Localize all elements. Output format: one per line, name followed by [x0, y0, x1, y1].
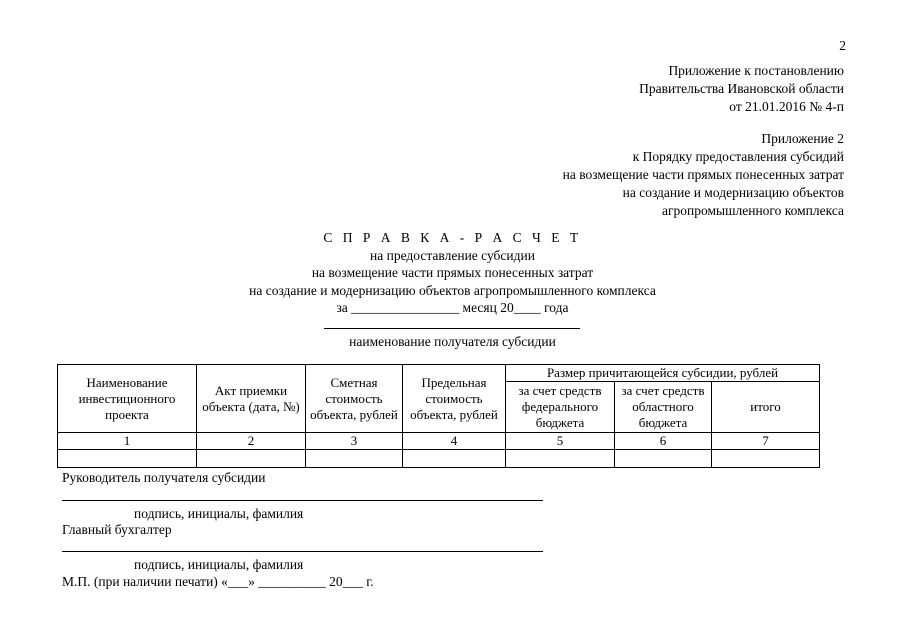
- column-number: 7: [712, 433, 820, 450]
- header-federal-budget: за счет средств федерального бюджета: [506, 382, 615, 433]
- table-cell[interactable]: [197, 450, 306, 468]
- column-number: 1: [58, 433, 197, 450]
- appendix-1-line: Правительства Ивановской области: [639, 81, 844, 96]
- period-field[interactable]: за ________________ месяц 20____ года: [336, 300, 569, 315]
- stamp-date-line[interactable]: М.П. (при наличии печати) «___» __________ 20___ г.: [62, 574, 374, 589]
- title-subline: на создание и модернизацию объектов агропромышленного комплекса: [249, 282, 656, 298]
- recipient-caption: наименование получателя субсидии: [349, 334, 556, 349]
- title-subline: на предоставление субсидии: [370, 247, 535, 263]
- appendix-reference-resolution: [639, 62, 844, 116]
- table-cell[interactable]: [58, 450, 197, 468]
- appendix-1-line: Приложение к постановлению: [668, 63, 844, 78]
- table-cell[interactable]: [403, 450, 506, 468]
- head-signature-label: Руководитель получателя субсидии: [62, 470, 266, 485]
- subsidy-calculation-table: [57, 364, 820, 468]
- table-cell[interactable]: [615, 450, 712, 468]
- column-number: 5: [506, 433, 615, 450]
- header-limit-cost: Предельная стоимость объекта, рублей: [403, 365, 506, 433]
- appendix-2-line: Приложение 2: [761, 131, 844, 146]
- table-cell[interactable]: [712, 450, 820, 468]
- header-project-name: Наименование инвестиционного проекта: [58, 365, 197, 433]
- table-cell[interactable]: [506, 450, 615, 468]
- column-number: 2: [197, 433, 306, 450]
- appendix-1-line: от 21.01.2016 № 4-п: [729, 99, 844, 114]
- table-row: [58, 450, 820, 468]
- header-subsidy-group: Размер причитающейся субсидии, рублей: [506, 365, 820, 382]
- title-subline: на возмещение части прямых понесенных затрат: [311, 265, 594, 280]
- accountant-signature-label: Главный бухгалтер: [62, 522, 172, 537]
- column-number: 4: [403, 433, 506, 450]
- header-total: итого: [712, 382, 820, 433]
- header-estimated-cost: Сметная стоимость объекта, рублей: [306, 365, 403, 433]
- appendix-2-line: на создание и модернизацию объектов: [622, 185, 844, 200]
- document-title: С П Р А В К А - Р А С Ч Е Т: [323, 230, 582, 245]
- document-title-block: [0, 229, 905, 317]
- appendix-2-line: к Порядку предоставления субсидий: [632, 149, 844, 164]
- appendix-2-line: агропромышленного комплекса: [662, 203, 844, 218]
- header-acceptance-act: Акт приемки объекта (дата, №): [197, 365, 306, 433]
- head-signature-line[interactable]: [62, 500, 543, 501]
- table-cell[interactable]: [306, 450, 403, 468]
- head-signature-caption: подпись, инициалы, фамилия: [134, 506, 304, 521]
- column-number: 3: [306, 433, 403, 450]
- column-number-row: [58, 433, 820, 450]
- header-regional-budget: за счет средств областного бюджета: [615, 382, 712, 433]
- column-number: 6: [615, 433, 712, 450]
- appendix-2-line: на возмещение части прямых понесенных затрат: [562, 167, 844, 182]
- recipient-name-field-line[interactable]: [324, 328, 580, 329]
- accountant-signature-caption: подпись, инициалы, фамилия: [134, 557, 304, 572]
- page-number: 2: [839, 38, 846, 53]
- appendix-reference-procedure: [563, 130, 844, 220]
- accountant-signature-line[interactable]: [62, 551, 543, 552]
